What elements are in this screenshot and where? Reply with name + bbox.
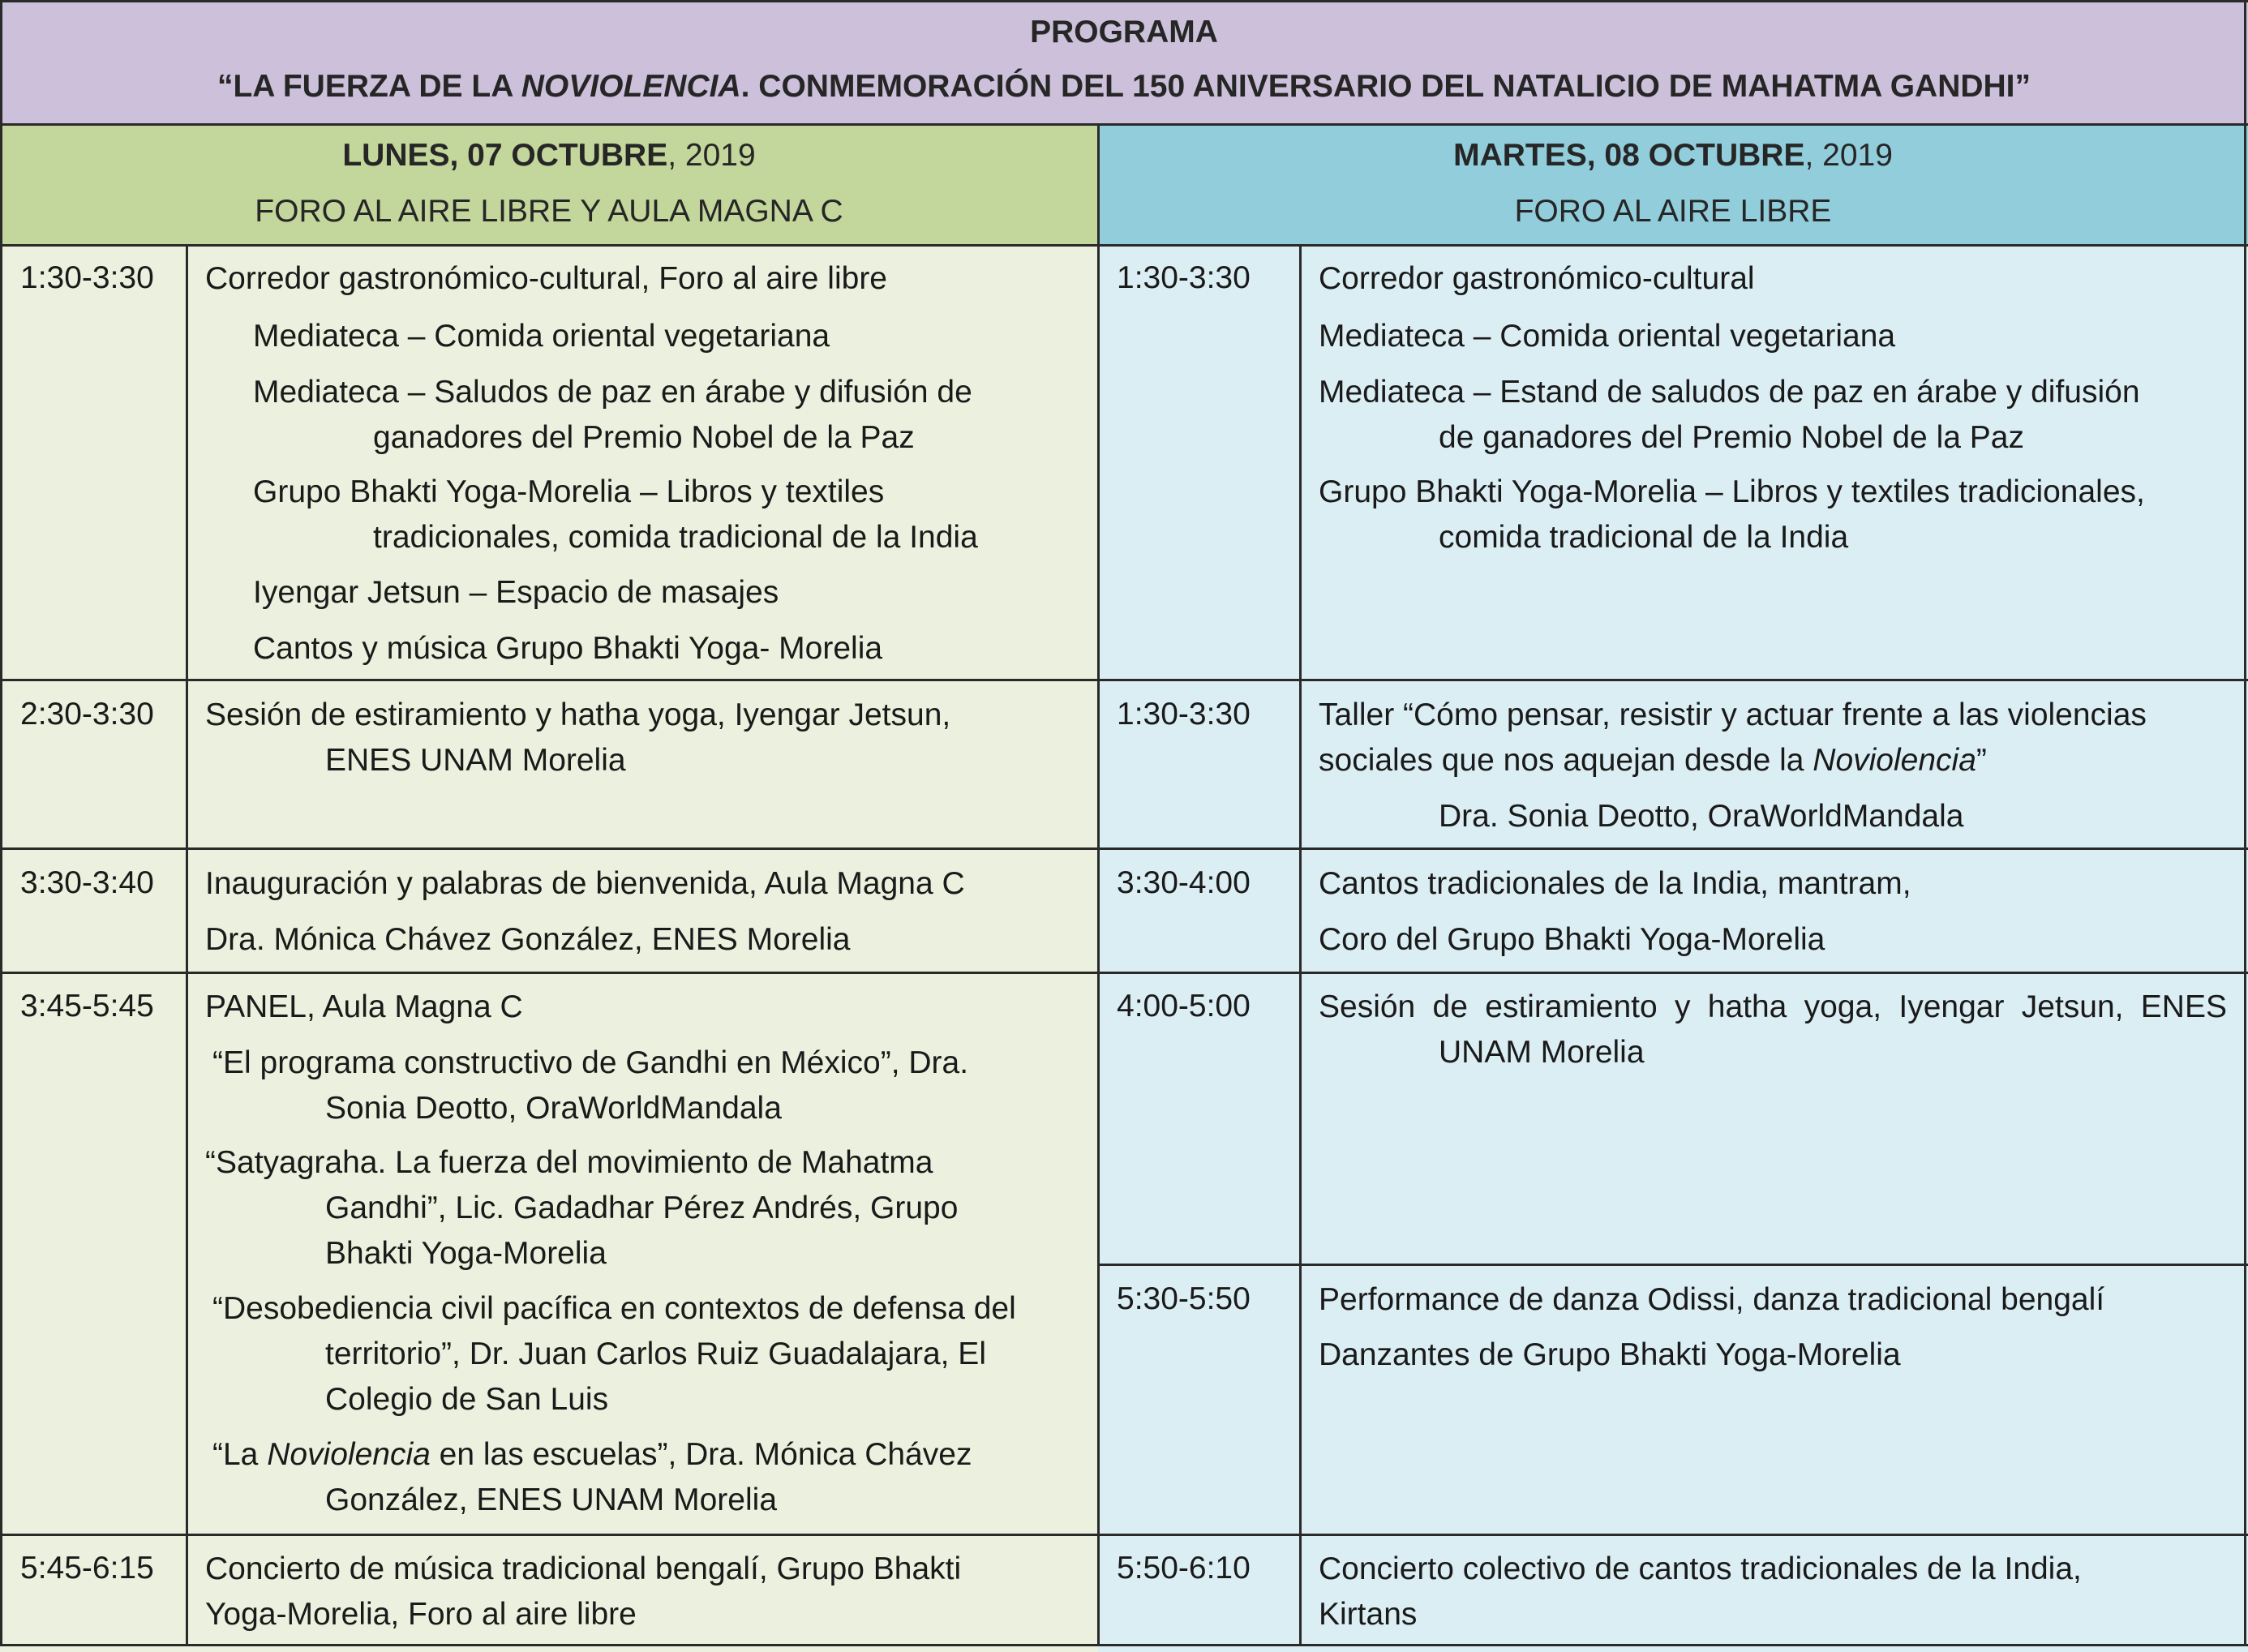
monday-r3-time: 3:30-3:40: [20, 865, 154, 900]
monday-r4-line4: “Satyagraha. La fuerza del movimiento de Mahatma: [205, 1145, 933, 1180]
line-monday-time-col: [186, 245, 188, 1646]
monday-r1-line2: Mediateca – Comida oriental vegetariana: [253, 319, 830, 354]
monday-r4-line2: “El programa constructivo de Gandhi en México”, Dra.: [212, 1045, 969, 1080]
monday-venue: FORO AL AIRE LIBRE Y AULA MAGNA C: [255, 194, 843, 229]
tuesday-date: MARTES, 08 OCTUBRE, 2019: [1453, 138, 1893, 173]
border-left: [0, 0, 2, 1646]
line-tuesday-r4-bottom: [1098, 1264, 2248, 1266]
tuesday-r4-line2: UNAM Morelia: [1439, 1035, 1645, 1070]
tuesday-r1-time: 1:30-3:30: [1117, 260, 1251, 295]
line-row2-bottom: [0, 847, 2248, 850]
monday-r4-line5: Gandhi”, Lic. Gadadhar Pérez Andrés, Grupo: [325, 1191, 959, 1225]
tuesday-r1-line5: Grupo Bhakti Yoga-Morelia – Libros y textiles tradicionales,: [1319, 474, 2145, 509]
line-header-bottom: [0, 244, 2248, 247]
tuesday-r6-time: 5:50-6:10: [1117, 1551, 1251, 1585]
monday-r4-line7: “Desobediencia civil pacífica en contextos de defensa del: [212, 1291, 1016, 1326]
monday-r1-line1: Corredor gastronómico-cultural, Foro al aire libre: [205, 261, 887, 296]
tuesday-venue: FORO AL AIRE LIBRE: [1514, 194, 1832, 229]
monday-r1-line7: Iyengar Jetsun – Espacio de masajes: [253, 575, 779, 610]
monday-r3-line1: Inauguración y palabras de bienvenida, Aula Magna C: [205, 866, 965, 901]
monday-r1-line4: ganadores del Premio Nobel de la Paz: [373, 420, 915, 455]
border-top: [0, 0, 2248, 2]
monday-r4-line8: territorio”, Dr. Juan Carlos Ruiz Guadalajara, El: [325, 1337, 986, 1371]
monday-r1-line8: Cantos y música Grupo Bhakti Yoga- Morelia: [253, 631, 883, 666]
tuesday-r2-time: 1:30-3:30: [1117, 697, 1251, 732]
tuesday-r1-line6: comida tradicional de la India: [1439, 520, 1849, 555]
tuesday-r2-line2: sociales que nos aquejan desde la Noviolencia”: [1319, 743, 1987, 778]
monday-r5-time: 5:45-6:15: [20, 1551, 154, 1585]
tuesday-r4-time: 4:00-5:00: [1117, 989, 1251, 1023]
monday-r2-line2: ENES UNAM Morelia: [325, 743, 626, 778]
tuesday-r2-line1: Taller “Cómo pensar, resistir y actuar frente a las violencias: [1319, 697, 2147, 732]
tuesday-r4-line1: Sesión de estiramiento y hatha yoga, Iyengar Jetsun, ENES: [1319, 989, 2227, 1024]
tuesday-r1-line1: Corredor gastronómico-cultural: [1319, 261, 1755, 296]
monday-date: LUNES, 07 OCTUBRE, 2019: [342, 138, 756, 173]
tuesday-r3-line1: Cantos tradicionales de la India, mantram,: [1319, 866, 1911, 901]
monday-r1-line5: Grupo Bhakti Yoga-Morelia – Libros y textiles: [253, 474, 885, 509]
program-title: PROGRAMA: [1030, 15, 1218, 49]
monday-r4-line11: González, ENES UNAM Morelia: [325, 1483, 778, 1517]
tuesday-r6-line2: Kirtans: [1319, 1597, 1418, 1632]
monday-r4-time: 3:45-5:45: [20, 989, 154, 1023]
line-row4-bottom: [0, 1534, 2248, 1536]
monday-r4-line3: Sonia Deotto, OraWorldMandala: [325, 1091, 782, 1126]
monday-r4-line9: Colegio de San Luis: [325, 1382, 609, 1417]
line-row3-bottom: [0, 972, 2248, 974]
tuesday-r3-time: 3:30-4:00: [1117, 865, 1251, 900]
tuesday-r6-line1: Concierto colectivo de cantos tradicionales de la India,: [1319, 1551, 2082, 1586]
tuesday-r1-line2: Mediateca – Comida oriental vegetariana: [1319, 319, 1896, 354]
program-title-band: [0, 0, 2248, 124]
tuesday-r2-line3: Dra. Sonia Deotto, OraWorldMandala: [1439, 799, 1964, 834]
line-tuesday-time-col: [1299, 245, 1302, 1646]
tuesday-r5-line1: Performance de danza Odissi, danza tradicional bengalí: [1319, 1282, 2105, 1317]
monday-r1-line3: Mediateca – Saludos de paz en árabe y difusión de: [253, 375, 972, 410]
tuesday-r1-line3: Mediateca – Estand de saludos de paz en árabe y difusión: [1319, 375, 2140, 410]
tuesday-r5-time: 5:30-5:50: [1117, 1281, 1251, 1316]
border-bottom: [0, 1644, 2248, 1646]
line-day-divider: [1097, 124, 1100, 1646]
monday-r1-time: 1:30-3:30: [20, 260, 154, 295]
monday-r5-line1: Concierto de música tradicional bengalí, Grupo Bhakti: [205, 1551, 962, 1586]
tuesday-r3-line2: Coro del Grupo Bhakti Yoga-Morelia: [1319, 922, 1825, 957]
monday-header: [0, 124, 1098, 245]
monday-r1-line6: tradicionales, comida tradicional de la India: [373, 520, 978, 555]
border-right: [2244, 0, 2246, 1646]
tuesday-r1-line4: de ganadores del Premio Nobel de la Paz: [1439, 420, 2024, 455]
line-title-bottom: [0, 123, 2248, 126]
tuesday-r5-line2: Danzantes de Grupo Bhakti Yoga-Morelia: [1319, 1337, 1901, 1372]
monday-r2-time: 2:30-3:30: [20, 697, 154, 732]
monday-r4-line1: PANEL, Aula Magna C: [205, 989, 523, 1024]
monday-r3-line2: Dra. Mónica Chávez González, ENES Morelia: [205, 922, 851, 957]
monday-r2-line1: Sesión de estiramiento y hatha yoga, Iyengar Jetsun,: [205, 697, 951, 732]
monday-r4-line6: Bhakti Yoga-Morelia: [325, 1236, 607, 1271]
program-subtitle: “LA FUERZA DE LA NOVIOLENCIA. CONMEMORACIÓN DEL 150 ANIVERSARIO DEL NATALICIO DE MAHATMA GANDHI”: [217, 69, 2031, 104]
line-row1-bottom: [0, 679, 2248, 681]
monday-r5-line2: Yoga-Morelia, Foro al aire libre: [205, 1597, 637, 1632]
tuesday-header: [1098, 124, 2248, 245]
monday-r4-line10: “La Noviolencia en las escuelas”, Dra. Mónica Chávez: [212, 1437, 972, 1472]
